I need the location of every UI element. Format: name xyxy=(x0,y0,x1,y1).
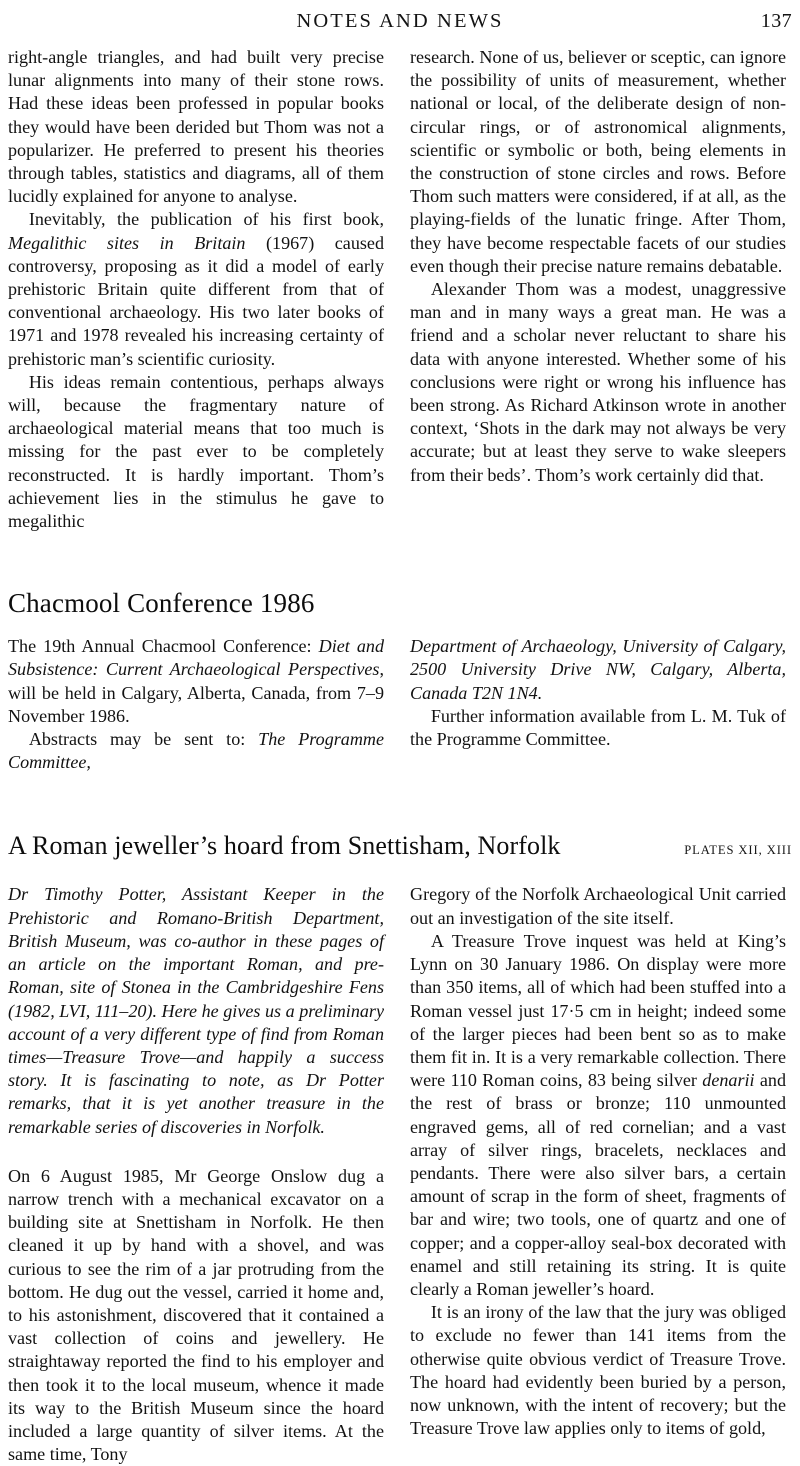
paragraph: research. None of us, believer or sceptic, can ignore the possibility of units of measurement, whether national or local, of the deliberate design of non-circular rings, or of astronomical alignments, scientific or symbolic or both, being elements in the construction of stone circles and rows. Before Thom such matters were considered, if at all, as the playing-fields of the lunatic fringe. After Thom, they have become respectable facets of our studies even though their precise nature remains debatable. xyxy=(410,47,786,276)
paragraph: His ideas remain contentious, perhaps always will, because the fragmentary nature of archaeological material means that too much is missing for the past ever to be completely reconstructed. It is hardly important. Thom’s achievement lies in the stimulus he gave to megalithic xyxy=(8,371,384,532)
paragraph: Abstracts may be sent to: The Programme Committee, xyxy=(8,729,384,773)
paragraph-spacer xyxy=(8,1139,384,1165)
article-title: A Roman jeweller’s hoard from Snettisham, Norfolk xyxy=(8,831,561,861)
journal-page xyxy=(0,8,800,1465)
chacmool-columns xyxy=(0,635,800,774)
section-spacer xyxy=(0,533,800,587)
page-number: 137 xyxy=(760,10,792,32)
chacmool-left-column xyxy=(8,635,384,774)
snettisham-left-column xyxy=(8,883,384,1466)
paragraph: A Treasure Trove inquest was held at King’s Lynn on 30 January 1986. On display were more than 350 items, all of which had been stuffed into a Roman vessel just 17·5 cm in height; indeed some of the larger pieces had been bent so as to make them fit in. It is a very remarkable collection. There were 110 Roman coins, 83 being silver denarii and the rest of brass or bronze; 110 unmounted engraved gems, all of red cornelian; and a vast array of silver rings, bracelets, necklaces and pendants. There were also silver bars, a certain amount of scrap in the form of sheet, fragments of bar and wire; two tools, one of quartz and one of copper; and a copper-alloy seal-box decorated with enamel and still retaining its string. It is quite clearly a Roman jeweller’s hoard. xyxy=(410,930,786,1299)
paragraph: Alexander Thom was a modest, unaggressive man and in many ways a great man. He was a friend and a scholar never reluctant to share his data with anyone interested. Whether some of his conclusions were right or wrong his influence has been strong. As Richard Atkinson wrote in another context, ‘Shots in the dark may not always be very accurate; but at least they serve to wake sleepers from their beds’. Thom’s work certainly did that. xyxy=(410,279,786,485)
plates-reference: PLATES XII, XIII xyxy=(684,843,792,858)
chacmool-heading: Chacmool Conference 1986 xyxy=(8,588,315,619)
snettisham-heading-row xyxy=(0,830,800,861)
chacmool-right-column xyxy=(410,635,786,751)
article-title-spacer xyxy=(0,861,800,883)
paragraph: On 6 August 1985, Mr George Onslow dug a narrow trench with a mechanical excavator on a building site at Snettisham in Norfolk. He then cleaned it up by hand with a shovel, and was curious to see the rim of a jar protruding from the bottom. He dug out the vessel, carried it home and, to his astonishment, discovered that it contained a vast collection of coins and jewellery. He straightaway reported the find to his employer and then took it to the local museum, whence it made its way to the British Museum since the hoard included a large quantity of silver items. At the same time, Tony xyxy=(8,1165,384,1465)
running-head xyxy=(8,8,792,46)
heading-spacer xyxy=(0,619,800,635)
paragraph: It is an irony of the law that the jury was obliged to exclude no fewer than 141 items from the otherwise quite obvious verdict of Treasure Trove. The hoard had evidently been buried by a person, now unknown, with the intent of recovery; but the Treasure Trove law applies only to items of gold, xyxy=(410,1302,786,1439)
paragraph: The 19th Annual Chacmool Conference: Diet and Subsistence: Current Archaeological Perspectives, will be held in Calgary, Alberta, Canada, from 7–9 November 1986. xyxy=(8,636,384,726)
paragraph: right-angle triangles, and had built very precise lunar alignments into many of their stone rows. Had these ideas been professed in popular books they would have been derided but Thom was not a popularizer. He preferred to present his theories through tables, statistics and diagrams, all of them lucidly explained for anyone to analyse. xyxy=(8,47,384,207)
running-head-title: NOTES AND NEWS xyxy=(296,10,504,32)
snettisham-columns xyxy=(0,883,800,1466)
chacmool-section xyxy=(0,587,800,619)
editorial-note: Dr Timothy Potter, Assistant Keeper in the Prehistoric and Romano-British Department, British Museum, was co-author in these pages of an article on the important Roman, and pre-Roman, site of Stonea in the Cambridgeshire Fens (1982, LVI, 111–20). Here he gives us a preliminary account of a very different type of find from Roman times—Treasure Trove—and happily a success story. It is fascinating to note, as Dr Potter remarks, that it is yet another treasure in the remarkable series of discoveries in Norfolk. xyxy=(8,884,384,1137)
snettisham-right-column xyxy=(410,883,786,1440)
notes-left-column xyxy=(8,46,384,533)
article-spacer xyxy=(0,774,800,830)
paragraph: Inevitably, the publication of his first book, Megalithic sites in Britain (1967) caused controversy, proposing as it did a model of early prehistoric Britain quite different from that of conventional archaeology. His two later books of 1971 and 1978 revealed his increasing certainty of prehistoric man’s scientific curiosity. xyxy=(8,209,385,369)
notes-and-news-columns xyxy=(0,46,800,533)
paragraph: Further information available from L. M. Tuk of the Programme Committee. xyxy=(410,705,786,750)
notes-right-column xyxy=(410,46,786,487)
address-paragraph: Department of Archaeology, University of Calgary, 2500 University Drive NW, Calgary, Alberta, Canada T2N 1N4. xyxy=(410,636,786,703)
paragraph: Gregory of the Norfolk Archaeological Unit carried out an investigation of the site itself. xyxy=(410,884,786,928)
